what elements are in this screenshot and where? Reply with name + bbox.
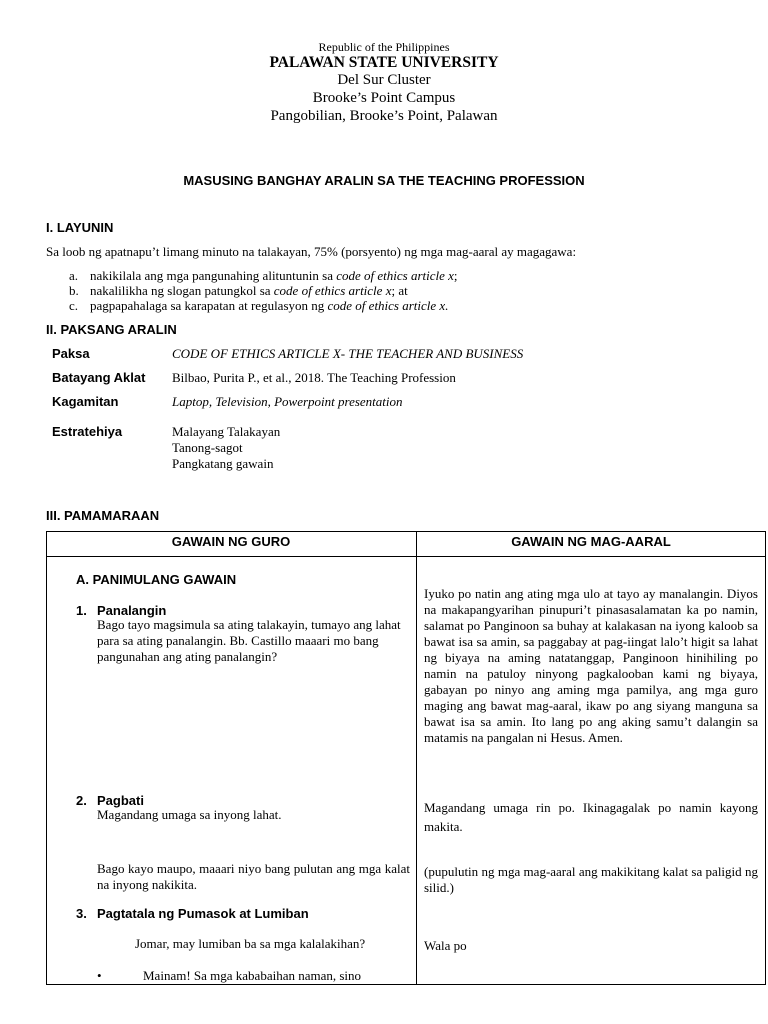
col-header-mag-aaral: GAWAIN NG MAG-AARAL bbox=[511, 534, 671, 549]
batayang-aklat-value: Bilbao, Purita P., et al., 2018. The Teaching Profession bbox=[172, 370, 456, 385]
list-text: pagpapahalaga sa karapatan at regulasyon ng bbox=[90, 298, 328, 313]
list-marker: b. bbox=[69, 283, 79, 298]
batayang-aklat-label: Batayang Aklat bbox=[52, 370, 146, 385]
layunin-heading: I. LAYUNIN bbox=[46, 220, 114, 235]
step2-title: Pagbati bbox=[97, 793, 144, 808]
table-border-top bbox=[46, 531, 766, 532]
step3b-teacher-text: Mainam! Sa mga kababaihan naman, sino bbox=[143, 968, 362, 983]
table-border-bottom bbox=[46, 984, 766, 985]
list-emph: code of ethics article x bbox=[336, 268, 454, 283]
estratehiya-item: Pangkatang gawain bbox=[172, 456, 274, 471]
paksa-value: CODE OF ETHICS ARTICLE X- THE TEACHER AND BUSINESS bbox=[172, 346, 524, 361]
step2b-student-text: (pupulutin ng mga mag-aaral ang makikitang kalat sa paligid ng silid.) bbox=[424, 864, 758, 895]
step1-number: 1. bbox=[76, 603, 87, 618]
list-tail: ; bbox=[453, 268, 458, 283]
doc-title: MASUSING BANGHAY ARALIN SA THE TEACHING PROFESSION bbox=[183, 173, 585, 188]
estratehiya-item: Tanong-sagot bbox=[172, 440, 243, 455]
kagamitan-label: Kagamitan bbox=[52, 394, 119, 409]
step3-title: Pagtatala ng Pumasok at Lumiban bbox=[97, 906, 309, 921]
step1-student-text: Iyuko po natin ang ating mga ulo at tayo ay manalangin. Diyos na makapangyarihan pinupuri’t pinasasalamatan ka po namin, salamat po Panginoon sa buhay at kalakasan na iyong kaloob sa bawat isa sa amin, sa paggabay at pag-iingat lalo’t higit sa lahat ng biyaya na aming natatanggap, Panginoon hinihiling po namin na patuloy ninyong pagkalooban kami ng biyaya, gabayan po ninyo ang aming mga pamilya, ang mga guro maging ang bawat mag-aaral, ikaw po ang siyang manguna sa bawat isa sa amin. Ito lang po ang aking samu’t dalangin sa matamis na pangalan ni Hesus. Amen. bbox=[424, 586, 758, 745]
list-text: nakikilala ang mga pangunahing alituntunin sa bbox=[90, 268, 337, 283]
col-header-guro: GAWAIN NG GURO bbox=[171, 534, 291, 549]
table-column-divider bbox=[416, 556, 417, 985]
section-panimulang-gawain: A. PANIMULANG GAWAIN bbox=[76, 572, 237, 587]
list-emph: code of ethics article x. bbox=[327, 298, 449, 313]
table-border-right bbox=[765, 531, 766, 985]
step3-teacher-text: Jomar, may lumiban ba sa mga kalalakihan? bbox=[135, 936, 366, 951]
list-emph: code of ethics article x bbox=[273, 283, 392, 298]
kagamitan-value: Laptop, Television, Powerpoint presentation bbox=[172, 394, 403, 409]
paksang-aralin-heading: II. PAKSANG ARALIN bbox=[46, 322, 177, 337]
estratehiya-label: Estratehiya bbox=[52, 424, 123, 439]
header-republic: Republic of the Philippines bbox=[318, 40, 450, 54]
step3-number: 3. bbox=[76, 906, 87, 921]
step2-number: 2. bbox=[76, 793, 87, 808]
header-cluster: Del Sur Cluster bbox=[337, 72, 431, 88]
step1-title: Panalangin bbox=[97, 603, 167, 618]
list-marker: a. bbox=[69, 268, 79, 283]
list-tail: ; at bbox=[391, 283, 408, 298]
header-address: Pangobilian, Brooke’s Point, Palawan bbox=[270, 108, 498, 124]
list-text: nakalilikha ng slogan patungkol sa bbox=[90, 283, 274, 298]
paksa-label: Paksa bbox=[52, 346, 90, 361]
header-campus: Brooke’s Point Campus bbox=[312, 90, 456, 106]
layunin-intro: Sa loob ng apatnapu’t limang minuto na talakayan, 75% (porsyento) ng mga mag-aaral ay magagawa: bbox=[46, 244, 577, 259]
estratehiya-item: Malayang Talakayan bbox=[172, 424, 281, 439]
step2b-teacher-text: Bago kayo maupo, maaari niyo bang pulutan ang mga kalat na inyong nakikita. bbox=[97, 861, 410, 892]
step3b-bullet: • bbox=[97, 968, 102, 983]
header-university: PALAWAN STATE UNIVERSITY bbox=[269, 54, 499, 71]
layunin-item-b bbox=[69, 283, 408, 299]
table-border-left bbox=[46, 531, 47, 985]
layunin-item-a bbox=[69, 268, 458, 284]
table-header-divider bbox=[46, 556, 766, 557]
pamamaraan-heading: III. PAMAMARAAN bbox=[46, 508, 160, 523]
step2-teacher-text: Magandang umaga sa inyong lahat. bbox=[97, 807, 282, 822]
step2-student-text: Magandang umaga rin po. Ikinagagalak po namin kayong makita. bbox=[424, 800, 758, 834]
layunin-item-c bbox=[69, 298, 448, 314]
list-marker: c. bbox=[69, 298, 79, 313]
step1-teacher-text: Bago tayo magsimula sa ating talakayin, tumayo ang lahat para sa ating panalangin. Bb. Castillo maaari mo bang pangunahan ang ating panalangin? bbox=[97, 617, 401, 664]
estratehiya-values bbox=[172, 424, 280, 472]
step3-student-text: Wala po bbox=[424, 938, 467, 953]
